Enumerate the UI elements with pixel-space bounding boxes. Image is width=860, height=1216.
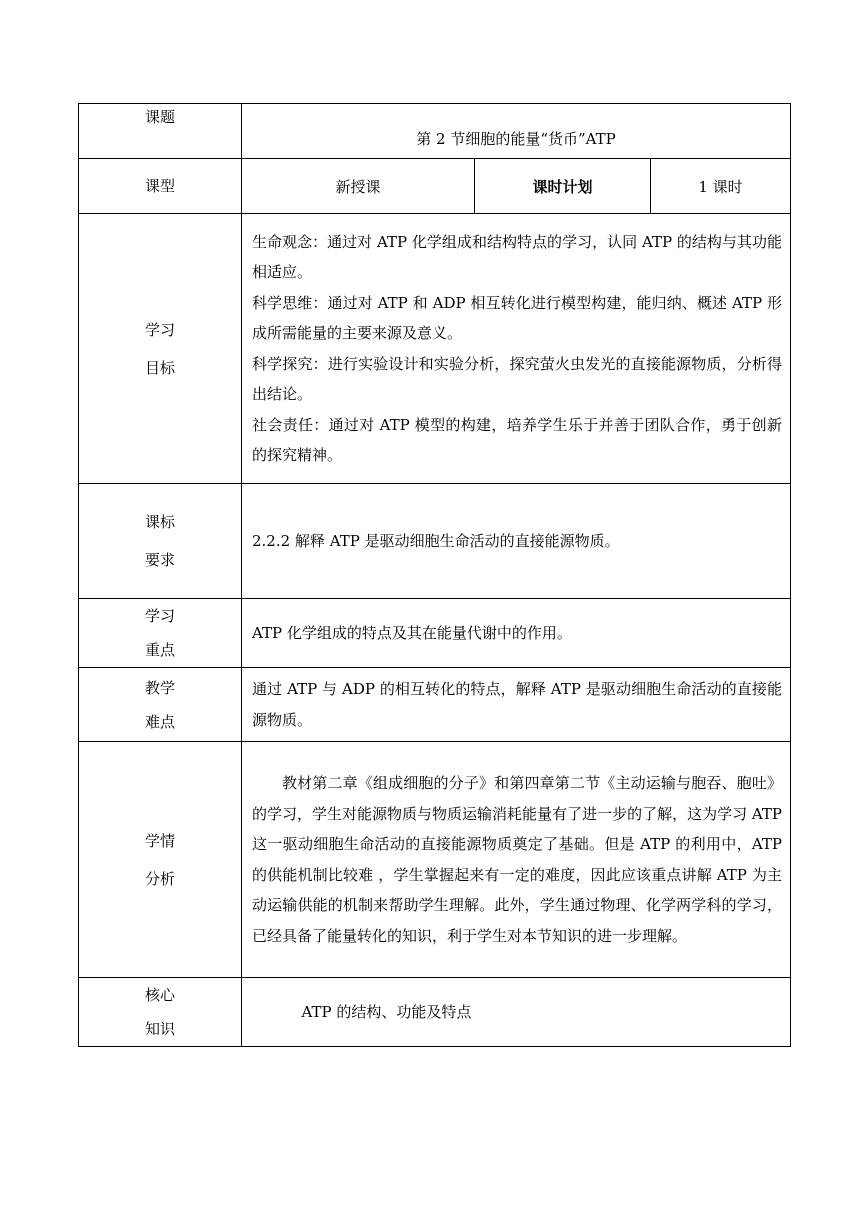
standard-content: 2.2.2 解释 ATP 是驱动细胞生命活动的直接能源物质。: [242, 484, 791, 599]
goal-item: 科学思维：通过对 ATP 和 ADP 相互转化进行模型构建，能归纳、概述 ATP 形成所需能量的主要来源及意义。: [252, 293, 782, 342]
label-analysis-2: 分析: [144, 869, 175, 888]
goal-item: 生命观念：通过对 ATP 化学组成和结构特点的学习，认同 ATP 的结构与其功能相适应。: [252, 232, 782, 281]
lesson-plan-table: [78, 103, 791, 1047]
lesson-title: 第 2 节细胞的能量“货币”ATP: [242, 104, 791, 159]
label-topic: [79, 104, 242, 159]
label-standard: [79, 484, 242, 599]
difficulty-content: 通过 ATP 与 ADP 的相互转化的特点，解释 ATP 是驱动细胞生命活动的直接能源物质。: [242, 668, 791, 742]
label-difficulty-2: 难点: [144, 712, 175, 731]
label-type: 课型: [79, 159, 242, 214]
plan-label: 课时计划: [475, 159, 651, 214]
row-focus: [79, 599, 791, 668]
row-standard: [79, 484, 791, 599]
plan-value: 1 课时: [651, 159, 791, 214]
label-analysis: [79, 742, 242, 978]
analysis-content: 教材第二章《组成细胞的分子》和第四章第二节《主动运输与胞吞、胞吐》的学习，学生对能源物质与物质运输消耗能量有了进一步的了解，这为学习 ATP 这一驱动细胞生命活动的直接能源物质奠定了基础。但是 ATP 的利用中，ATP 的供能机制比较难 ，学生掌握起来有一定的难度，因此应该重点讲解 ATP 为主动运输供能的机制来帮助学生理解。此外，学生通过物理、化学两学科的学习，已经具备了能量转化的知识，利于学生对本节知识的进一步理解。: [242, 742, 791, 978]
goal-item: 科学探究：进行实验设计和实验分析，探究萤火虫发光的直接能源物质，分析得出结论。: [252, 354, 782, 403]
label-focus-1: 学习: [144, 607, 175, 625]
row-difficulty: [79, 668, 791, 742]
row-analysis: [79, 742, 791, 978]
label-core-2: 知识: [144, 1020, 175, 1038]
label-difficulty-1: 教学: [144, 678, 175, 697]
row-type: [79, 159, 791, 214]
core-content: ATP 的结构、功能及特点: [242, 978, 791, 1047]
type-value: 新授课: [242, 159, 475, 214]
label-topic-text: 课题: [144, 108, 175, 126]
label-core-1: 核心: [144, 986, 175, 1004]
label-focus: [79, 599, 242, 668]
label-goals-2: 目标: [144, 358, 175, 377]
row-topic: [79, 104, 791, 159]
label-goals-1: 学习: [144, 320, 175, 339]
row-goals: [79, 214, 791, 484]
goal-item: 社会责任：通过对 ATP 模型的构建，培养学生乐于并善于团队合作，勇于创新的探究精神。: [252, 415, 782, 464]
focus-content: ATP 化学组成的特点及其在能量代谢中的作用。: [242, 599, 791, 668]
label-standard-2: 要求: [144, 551, 175, 569]
row-core: [79, 978, 791, 1047]
label-goals: [79, 214, 242, 484]
goals-content: [242, 214, 791, 484]
label-difficulty: [79, 668, 242, 742]
label-focus-2: 重点: [144, 641, 175, 659]
label-standard-1: 课标: [144, 513, 175, 531]
label-core: [79, 978, 242, 1047]
label-analysis-1: 学情: [144, 831, 175, 850]
